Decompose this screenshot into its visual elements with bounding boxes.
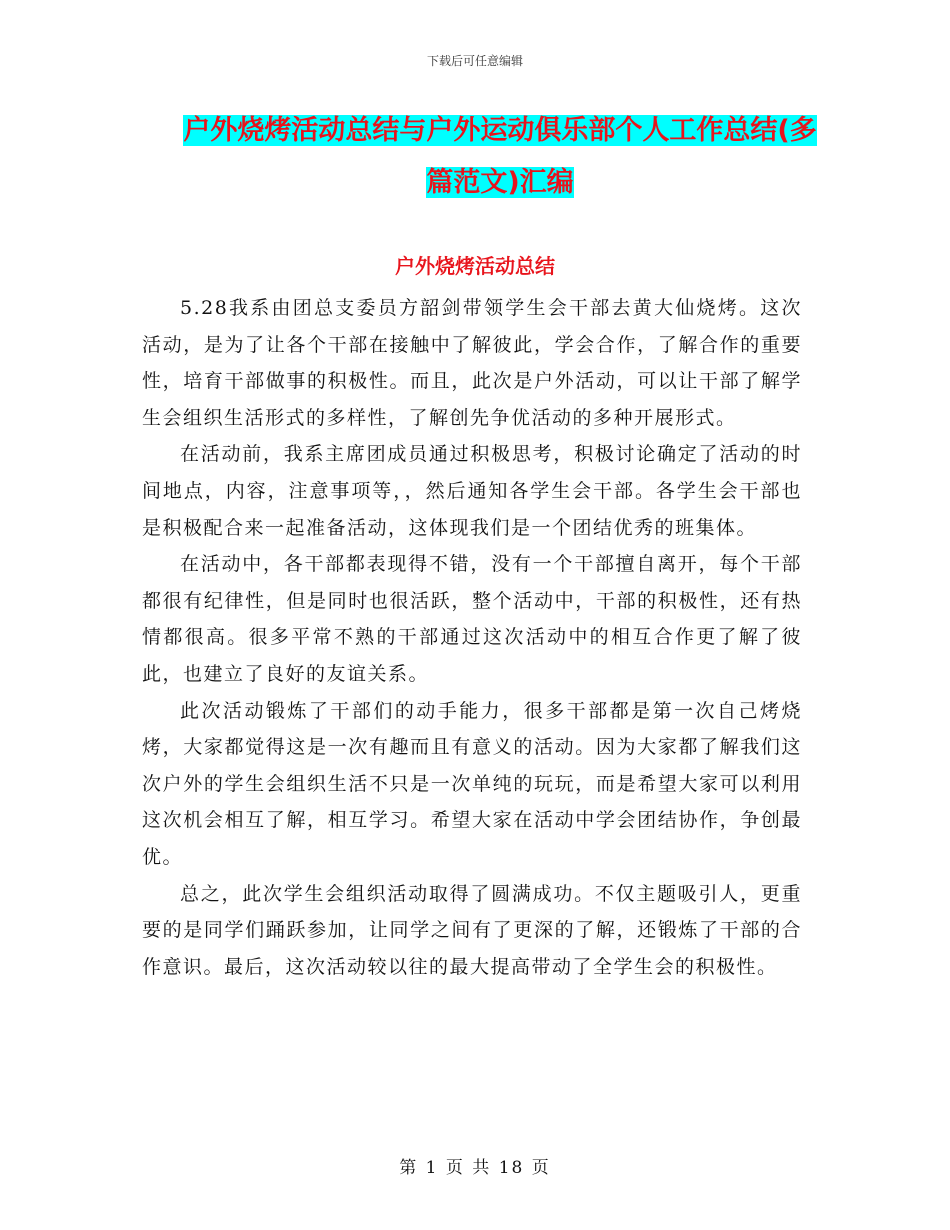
title-line-2: 篇范文)汇编 <box>426 167 574 198</box>
document-title <box>150 105 850 209</box>
header-note: 下载后可任意编辑 <box>426 54 523 68</box>
title-line-1: 户外烧烤活动总结与户外运动俱乐部个人工作总结(多 <box>183 115 817 146</box>
paragraph-3: 在活动中，各干部都表现得不错，没有一个干部擅自离开，每个干部都很有纪律性，但是同时也很活跃，整个活动中，干部的积极性，还有热情都很高。很多平常不熟的干部通过这次活动中的相互合作更了解了彼此，也建立了良好的友谊关系。 <box>142 553 802 685</box>
document-body <box>142 290 802 985</box>
paragraph-2: 在活动前，我系主席团成员通过积极思考，积极讨论确定了活动的时间地点，内容，注意事项等，，然后通知各学生会干部。各学生会干部也是积极配合来一起准备活动，这体现我们是一个团结优秀的班集体。 <box>142 443 802 539</box>
paragraph-4: 此次活动锻炼了干部们的动手能力，很多干部都是第一次自己烤烧烤，大家都觉得这是一次有趣而且有意义的活动。因为大家都了解我们这次户外的学生会组织生活不只是一次单纯的玩玩，而是希望大家可以利用这次机会相互了解，相互学习。希望大家在活动中学会团结协作，争创最优。 <box>142 699 802 868</box>
paragraph-1: 5.28我系由团总支委员方韶剑带领学生会干部去黄大仙烧烤。这次活动，是为了让各个干部在接触中了解彼此，学会合作，了解合作的重要性，培育干部做事的积极性。而且，此次是户外活动，可以让干部了解学生会组织生活形式的多样性，了解创先争优活动的多种开展形式。 <box>142 297 802 429</box>
section-title: 户外烧烤活动总结 <box>395 254 555 278</box>
paragraph-5: 总之，此次学生会组织活动取得了圆满成功。不仅主题吸引人，更重要的是同学们踊跃参加，让同学之间有了更深的了解，还锻炼了干部的合作意识。最后，这次活动较以往的最大提高带动了全学生会的积极性。 <box>142 882 802 978</box>
page-number-footer: 第 1 页 共 18 页 <box>399 1158 551 1178</box>
